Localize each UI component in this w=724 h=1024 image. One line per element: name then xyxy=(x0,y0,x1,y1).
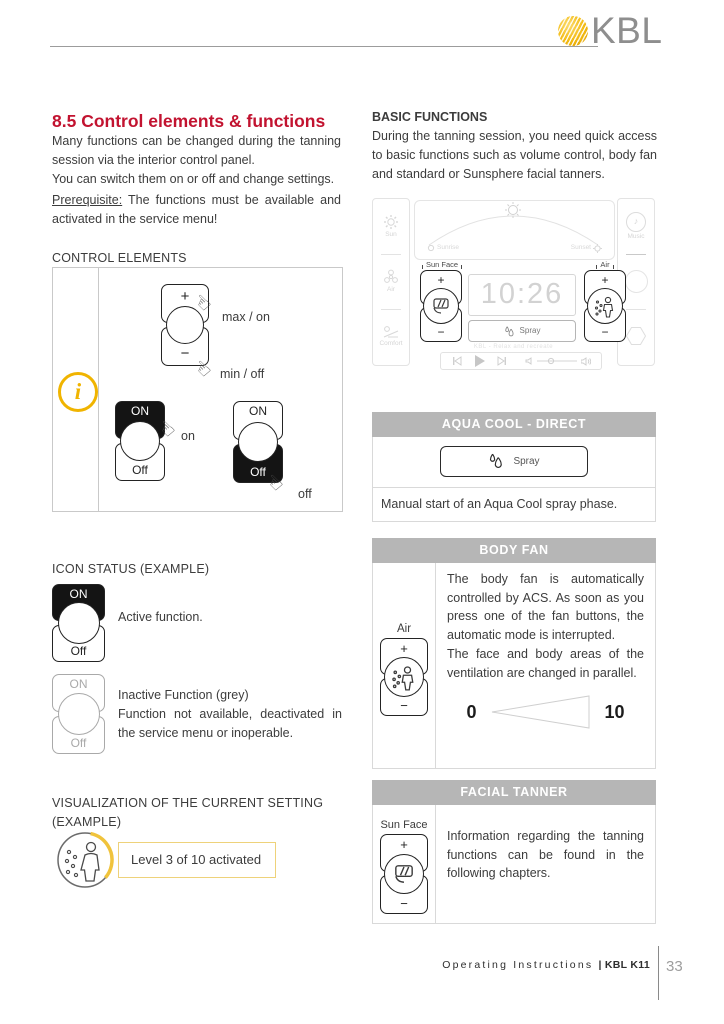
plus-glyph: + xyxy=(437,273,445,287)
control-elements-heading: CONTROL ELEMENTS xyxy=(52,251,187,265)
volume-slider xyxy=(537,357,577,365)
minus-glyph: − xyxy=(180,345,190,362)
air-cell xyxy=(373,254,409,309)
facial-tanner-header: FACIAL TANNER xyxy=(372,780,656,805)
body-fan-text-1: The body fan is automatically controlled by ACS. As soon as you press one of the fan buttons, the automatic mode is interrupted. xyxy=(447,571,644,642)
control-knob xyxy=(384,657,424,697)
inactive-function-text xyxy=(118,686,342,742)
sun-face-side-control xyxy=(380,834,428,914)
kbl-logo-text: KBL xyxy=(591,10,663,51)
inactive-toggle-example xyxy=(52,674,105,754)
minus-glyph: − xyxy=(400,697,408,713)
media-controls xyxy=(440,352,602,370)
off-label: Off xyxy=(70,736,87,750)
section-title: 8.5 Control elements & functions xyxy=(52,111,326,131)
sunset-label: Sunset xyxy=(570,244,591,252)
body-fan-icon xyxy=(593,294,617,318)
spray-button-large xyxy=(440,446,588,477)
sunset-icon xyxy=(593,244,602,253)
inactive-desc: Function not available, deactivated in the service menu or inoperable. xyxy=(118,706,342,740)
footer-doc-title: Operating Instructions xyxy=(442,959,599,971)
sunrise-label-group xyxy=(427,243,459,253)
body-fan-section xyxy=(372,538,656,769)
bracket-tick xyxy=(422,265,423,269)
prerequisite-text: The functions must be available and activated in the service menu! xyxy=(52,193,341,226)
on-label: ON xyxy=(131,404,149,418)
start-icon xyxy=(625,270,648,293)
spray-button xyxy=(468,320,576,342)
scale-min: 0 xyxy=(466,701,477,722)
info-glyph: i xyxy=(74,378,82,404)
hand-pointer-icon: ☜ xyxy=(259,468,289,498)
face-tanner-icon xyxy=(390,860,418,888)
toggle-knob xyxy=(238,422,278,462)
air-group-label xyxy=(584,261,626,269)
body-fan-body xyxy=(372,563,656,769)
hand-pointer-icon: ☜ xyxy=(187,354,217,384)
footer-divider xyxy=(658,946,659,1000)
visualization-heading-1: VISUALIZATION OF THE CURRENT SETTING xyxy=(52,796,324,810)
prerequisite-paragraph xyxy=(52,191,341,229)
min-off-label: min / off xyxy=(220,367,265,381)
air-label: Air xyxy=(387,285,395,293)
footer xyxy=(330,958,650,974)
play-icon xyxy=(474,355,485,367)
air-side-label: Air xyxy=(396,622,412,635)
volume-high-icon xyxy=(581,357,591,366)
off-label: Off xyxy=(132,463,148,477)
plus-glyph: + xyxy=(601,273,609,287)
facial-tanner-text: Information regarding the tanning functions can be found in the following chapters. xyxy=(447,828,644,881)
footer-product: | KBL K11 xyxy=(598,959,650,971)
sunrise-label: Sunrise xyxy=(437,244,460,252)
level-text: Level 3 of 10 activated xyxy=(131,852,262,868)
plus-glyph: + xyxy=(180,288,190,305)
bracket-tick xyxy=(596,265,597,269)
on-label: ON xyxy=(249,404,267,418)
sun-face-label: Sun Face xyxy=(425,260,459,269)
control-knob xyxy=(423,288,459,324)
facial-tanner-side xyxy=(373,805,436,923)
next-track-icon xyxy=(497,356,507,366)
sun-face-control xyxy=(420,270,462,342)
body-fan-header: BODY FAN xyxy=(372,538,656,563)
kbl-sphere-icon xyxy=(558,16,588,46)
minus-glyph: − xyxy=(400,895,408,911)
droplets-icon xyxy=(488,453,504,469)
session-timer xyxy=(468,274,576,316)
hand-pointer-icon: ☜ xyxy=(187,288,217,318)
box-divider xyxy=(98,268,99,511)
spray-label: Spray xyxy=(513,455,540,467)
intro-text-1: Many functions can be changed during the tanning session via the interior control panel. xyxy=(52,134,341,167)
panel-left-strip xyxy=(372,198,410,366)
body-fan-icon xyxy=(390,663,418,691)
timer-value: 10:26 xyxy=(480,278,564,311)
scale-wedge-icon xyxy=(490,695,590,729)
aqua-cool-header: AQUA COOL - DIRECT xyxy=(372,412,656,437)
spray-button-row xyxy=(373,437,655,487)
fan-icon xyxy=(383,269,399,285)
on-label: ON xyxy=(69,587,88,601)
aqua-cool-body xyxy=(372,437,656,522)
sun-label: Sun xyxy=(385,231,397,239)
air-control xyxy=(584,270,626,342)
sun-face-side-label: Sun Face xyxy=(380,818,428,831)
control-elements-box xyxy=(52,267,343,512)
facial-tanner-body xyxy=(372,805,656,924)
header-rule xyxy=(50,46,598,47)
control-panel-illustration xyxy=(372,196,655,368)
level-callout-box xyxy=(118,842,276,878)
fan-scale xyxy=(447,695,644,729)
volume-control xyxy=(525,357,591,366)
minus-glyph: − xyxy=(601,325,609,339)
aqua-cool-section xyxy=(372,412,656,522)
toggle-knob xyxy=(58,602,100,644)
off-callout: off xyxy=(298,487,312,501)
face-tanner-icon xyxy=(429,294,453,318)
sun-face-group-label xyxy=(416,261,468,269)
scale-max: 10 xyxy=(604,701,625,722)
hand-pointer-icon: ☜ xyxy=(151,414,181,444)
facial-tanner-main xyxy=(436,805,655,923)
music-icon xyxy=(626,212,646,232)
droplets-icon xyxy=(504,326,515,337)
sun-icon xyxy=(383,214,399,230)
body-fan-text-2: The face and body areas of the ventilation are changed in parallel. xyxy=(447,646,644,680)
minus-glyph: − xyxy=(437,325,445,339)
page-number: 33 xyxy=(666,958,683,975)
basic-functions-heading: BASIC FUNCTIONS xyxy=(372,110,488,124)
active-toggle-example xyxy=(52,584,105,662)
on-label: ON xyxy=(69,677,88,691)
aqua-cool-text: Manual start of an Aqua Cool spray phase. xyxy=(373,487,655,521)
panel-slogan: KBL - Relax and recreate xyxy=(473,344,554,350)
sun-cell xyxy=(373,199,409,254)
volume-low-icon xyxy=(525,357,533,365)
bracket-tick xyxy=(613,265,614,269)
air-group-text: Air xyxy=(600,260,610,269)
intro-paragraph-1 xyxy=(52,132,341,188)
control-knob xyxy=(587,288,623,324)
control-knob xyxy=(384,854,424,894)
body-fan-side xyxy=(373,563,436,768)
off-label: Off xyxy=(250,465,266,479)
body-fan-main xyxy=(436,563,655,768)
prerequisite-label: Prerequisite: xyxy=(52,193,123,207)
info-icon xyxy=(58,372,98,412)
sunrise-icon xyxy=(427,244,435,252)
level-indicator-icon xyxy=(55,830,115,890)
comfort-cell xyxy=(373,309,409,364)
music-note-glyph: ♪ xyxy=(633,216,639,227)
air-side-control xyxy=(380,638,428,716)
sun-arc-display xyxy=(414,200,615,260)
kbl-logo xyxy=(558,12,662,49)
facial-tanner-section xyxy=(372,780,656,924)
comfort-label: Comfort xyxy=(379,339,403,347)
off-label: Off xyxy=(70,644,87,658)
spray-label: Spray xyxy=(519,326,541,335)
plus-glyph: + xyxy=(400,836,408,852)
visualization-heading-2: (EXAMPLE) xyxy=(52,815,122,829)
music-label: Music xyxy=(627,233,645,241)
sunset-label-group xyxy=(571,243,602,253)
music-cell xyxy=(618,199,654,254)
plus-glyph: + xyxy=(400,640,408,656)
toggle-knob xyxy=(58,693,100,735)
comfort-icon xyxy=(382,325,400,339)
max-on-label: max / on xyxy=(222,310,270,324)
bracket-tick xyxy=(461,265,462,269)
previous-track-icon xyxy=(452,356,462,366)
on-callout: on xyxy=(181,429,195,443)
inactive-title: Inactive Function (grey) xyxy=(118,688,249,702)
icon-status-heading: ICON STATUS (EXAMPLE) xyxy=(52,562,210,576)
basic-functions-text: During the tanning session, you need quick access to basic functions such as volume control, body fan and standard or Sunsphere facial tanners. xyxy=(372,129,657,181)
intro-text-2: You can switch them on or off and change settings. xyxy=(52,171,335,186)
active-function-text: Active function. xyxy=(118,610,203,624)
